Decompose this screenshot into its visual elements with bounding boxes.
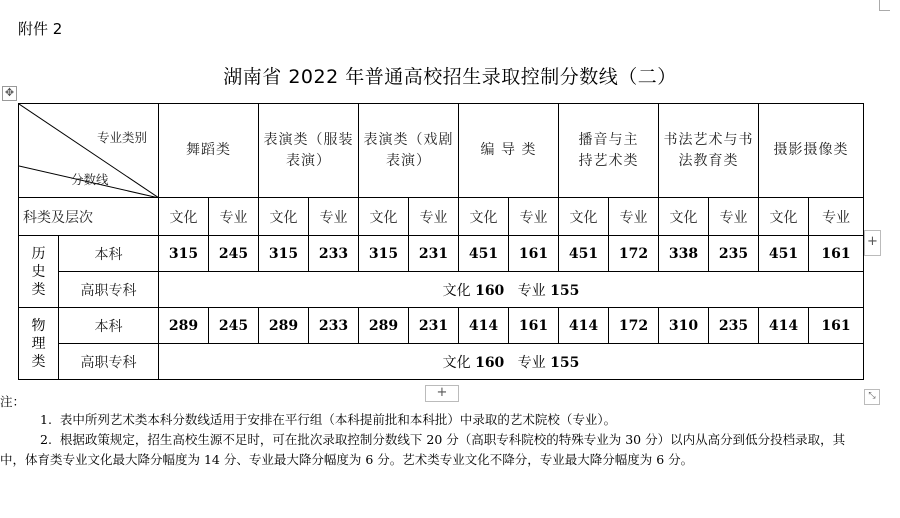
table-resize-handle-icon[interactable]: ⤡ — [864, 389, 880, 405]
score-cell[interactable]: 231 — [409, 236, 459, 272]
category-dance[interactable]: 舞蹈类 — [159, 104, 259, 198]
diag-label-score-line: 分数线 — [71, 172, 109, 187]
note-2: 2. 根据政策规定，招生高校生源不足时，可在批次录取控制分数线下 20 分（高职专科院校的特殊专业为 30 分）以内从高分到低分投档录取，其中，体育类专业文化最大降分幅度为 14 分、专业最大降分幅度为 6 分。艺术类专业文化不降分，专业最大降分幅度为 6 分。 — [0, 432, 846, 467]
page-corner-mark — [879, 0, 890, 11]
sub-zhuanye[interactable]: 专业 — [309, 198, 359, 236]
level-label-vocational[interactable]: 高职专科 — [59, 272, 159, 308]
score-cell[interactable]: 235 — [709, 236, 759, 272]
group-label-physics[interactable]: 物 理 类 — [19, 308, 59, 380]
sub-zhuanye[interactable]: 专业 — [209, 198, 259, 236]
add-row-button[interactable]: + — [425, 385, 459, 402]
sub-zhuanye[interactable]: 专业 — [809, 198, 864, 236]
sub-wenhua[interactable]: 文化 — [659, 198, 709, 236]
score-cell[interactable]: 289 — [259, 308, 309, 344]
score-cell[interactable]: 235 — [709, 308, 759, 344]
add-column-button[interactable]: + — [864, 230, 881, 256]
category-broadcasting-hosting[interactable]: 播音与主 持艺术类 — [559, 104, 659, 198]
table-row — [19, 236, 864, 272]
score-cell[interactable]: 233 — [309, 236, 359, 272]
level-label-bachelor[interactable]: 本科 — [59, 308, 159, 344]
notes-heading: 注： — [0, 394, 26, 409]
score-cell[interactable]: 310 — [659, 308, 709, 344]
header-row-categories — [19, 104, 864, 198]
score-cell[interactable]: 231 — [409, 308, 459, 344]
score-cell[interactable]: 315 — [359, 236, 409, 272]
sub-zhuanye[interactable]: 专业 — [609, 198, 659, 236]
category-directing[interactable]: 编 导 类 — [459, 104, 559, 198]
sub-zhuanye[interactable]: 专业 — [409, 198, 459, 236]
attachment-label: 附件 2 — [18, 20, 63, 38]
sub-wenhua[interactable]: 文化 — [759, 198, 809, 236]
group-label-history[interactable]: 历 史 类 — [19, 236, 59, 308]
score-cell[interactable]: 338 — [659, 236, 709, 272]
diag-label-category: 专业类别 — [97, 130, 148, 145]
score-cell[interactable]: 161 — [509, 308, 559, 344]
score-cell[interactable]: 451 — [759, 236, 809, 272]
table-row — [19, 308, 864, 344]
score-table — [18, 103, 864, 380]
level-label-vocational[interactable]: 高职专科 — [59, 344, 159, 380]
header-row-subjects — [19, 198, 864, 236]
score-cell[interactable]: 161 — [509, 236, 559, 272]
sub-zhuanye[interactable]: 专业 — [709, 198, 759, 236]
document-title: 湖南省 2022 年普通高校招生录取控制分数线（二） — [223, 66, 677, 88]
score-cell[interactable]: 451 — [559, 236, 609, 272]
score-cell[interactable]: 414 — [559, 308, 609, 344]
table-row — [19, 272, 864, 308]
score-cell[interactable]: 172 — [609, 236, 659, 272]
level-label-bachelor[interactable]: 本科 — [59, 236, 159, 272]
sub-zhuanye[interactable]: 专业 — [509, 198, 559, 236]
category-drama-performance[interactable]: 表演类（戏剧 表演） — [359, 104, 459, 198]
score-cell[interactable]: 414 — [759, 308, 809, 344]
score-cell[interactable]: 233 — [309, 308, 359, 344]
score-cell[interactable]: 245 — [209, 308, 259, 344]
vocational-score-merged[interactable]: 文化 160 专业 155 — [159, 344, 864, 380]
score-cell[interactable]: 245 — [209, 236, 259, 272]
score-cell[interactable]: 414 — [459, 308, 509, 344]
sub-wenhua[interactable]: 文化 — [459, 198, 509, 236]
category-photography[interactable]: 摄影摄像类 — [759, 104, 864, 198]
sub-wenhua[interactable]: 文化 — [559, 198, 609, 236]
score-cell[interactable]: 161 — [809, 308, 864, 344]
vocational-score-merged[interactable]: 文化 160 专业 155 — [159, 272, 864, 308]
category-calligraphy[interactable]: 书法艺术与书 法教育类 — [659, 104, 759, 198]
sub-wenhua[interactable]: 文化 — [159, 198, 209, 236]
row-label-header[interactable]: 科类及层次 — [19, 198, 159, 236]
note-1: 1. 表中所列艺术类本科分数线适用于安排在平行组（本科提前批和本科批）中录取的艺术院校（专业）。 — [40, 412, 617, 427]
score-cell[interactable]: 289 — [159, 308, 209, 344]
sub-wenhua[interactable]: 文化 — [359, 198, 409, 236]
score-cell[interactable]: 289 — [359, 308, 409, 344]
table-row — [19, 344, 864, 380]
score-cell[interactable]: 172 — [609, 308, 659, 344]
sub-wenhua[interactable]: 文化 — [259, 198, 309, 236]
score-cell[interactable]: 161 — [809, 236, 864, 272]
score-cell[interactable]: 315 — [159, 236, 209, 272]
category-costume-performance[interactable]: 表演类（服装 表演） — [259, 104, 359, 198]
table-move-handle-icon[interactable]: ✥ — [2, 86, 17, 101]
score-cell[interactable]: 315 — [259, 236, 309, 272]
diagonal-header-cell[interactable] — [19, 104, 159, 198]
score-cell[interactable]: 451 — [459, 236, 509, 272]
